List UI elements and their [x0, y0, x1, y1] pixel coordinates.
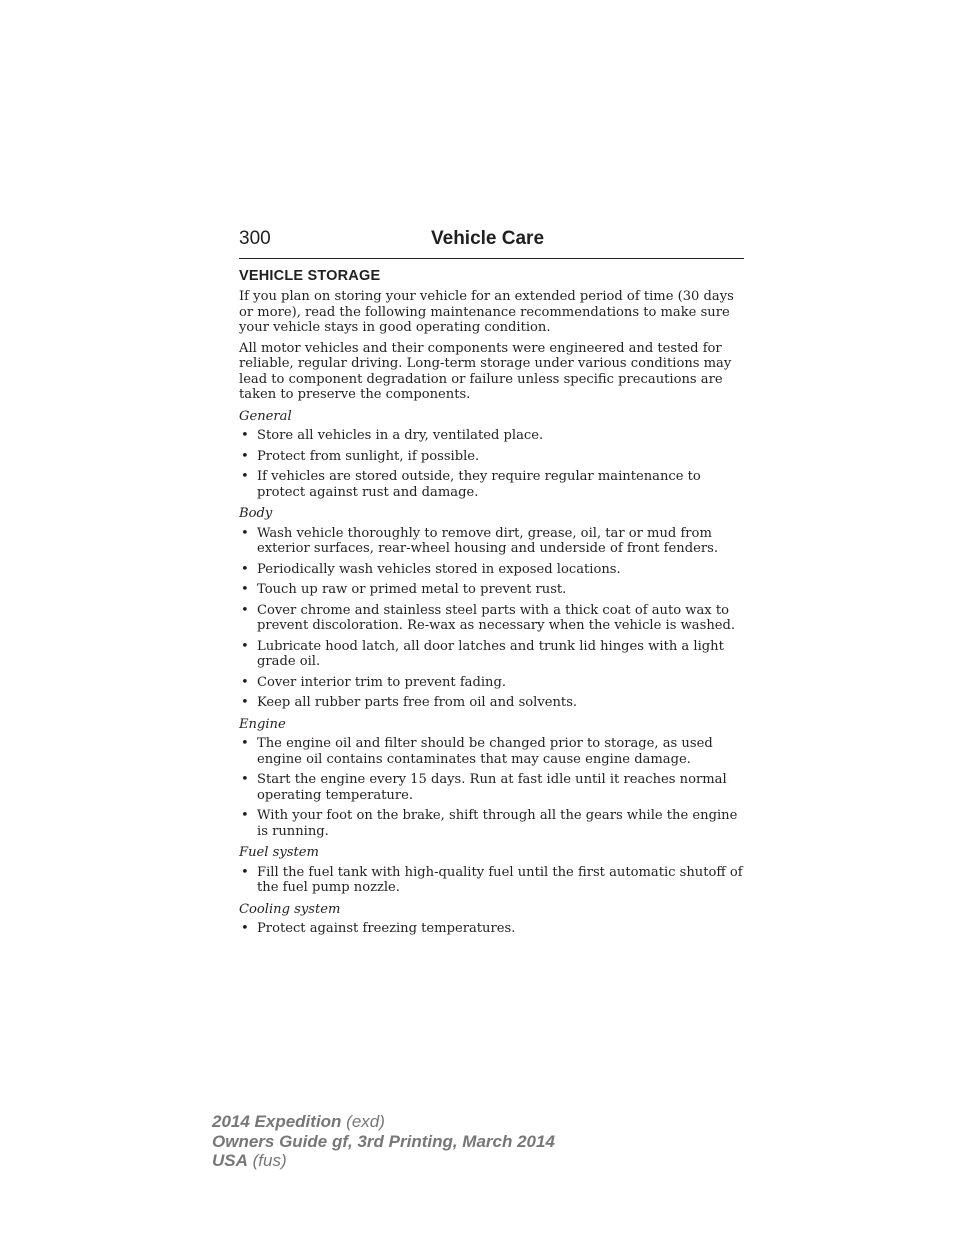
subheading-cooling-system: Cooling system	[239, 901, 341, 917]
footer-line-model	[212, 1112, 555, 1132]
list-item: • Store all vehicles in a dry, ventilated place.	[239, 428, 744, 444]
list-item: • Cover interior trim to prevent fading.	[239, 675, 744, 691]
list-item: • Wash vehicle thoroughly to remove dirt, grease, oil, tar or mud from exterior surfaces, rear-wheel housing and underside of front fenders.	[239, 526, 744, 557]
subheading-body: Body	[239, 506, 273, 521]
footer-line-market	[212, 1151, 555, 1171]
intro-paragraph-1: If you plan on storing your vehicle for an extended period of time (30 days or more), read the following maintenance recommendations to make sure your vehicle stays in good operating condition.	[239, 289, 734, 335]
list-item: • Keep all rubber parts free from oil and solvents.	[239, 695, 744, 711]
page-header	[239, 228, 744, 259]
list-item: • Start the engine every 15 days. Run at fast idle until it reaches normal operating temperature.	[239, 772, 744, 803]
subheading-fuel-system: Fuel system	[239, 845, 319, 860]
list-item: • Protect from sunlight, if possible.	[239, 449, 744, 465]
list-item: • Periodically wash vehicles stored in exposed locations.	[239, 562, 744, 578]
list-item: • With your foot on the brake, shift through all the gears while the engine is running.	[239, 808, 744, 839]
footer-model-code: (exd)	[346, 1112, 385, 1131]
list-body	[239, 526, 744, 711]
list-item: • Cover chrome and stainless steel parts with a thick coat of auto wax to prevent discoloration. Re-wax as necessary when the vehicle is washed.	[239, 603, 744, 634]
section-body	[239, 289, 744, 937]
page-number: 300	[239, 228, 271, 249]
list-general	[239, 428, 744, 500]
list-item: • Fill the fuel tank with high-quality fuel until the first automatic shutoff of the fuel pump nozzle.	[239, 865, 744, 896]
footer-line-guide	[212, 1132, 555, 1152]
list-fuel-system	[239, 865, 744, 896]
list-item: • Protect against freezing temperatures.	[239, 921, 744, 937]
list-cooling-system	[239, 921, 744, 937]
list-item: • The engine oil and filter should be changed prior to storage, as used engine oil contains contaminates that may cause engine damage.	[239, 736, 744, 767]
list-item: • If vehicles are stored outside, they require regular maintenance to protect against rust and damage.	[239, 469, 744, 500]
footer-market: USA	[212, 1151, 248, 1170]
footer-market-code: (fus)	[252, 1151, 287, 1170]
footer-guide: Owners Guide gf, 3rd Printing, March 2014	[212, 1131, 555, 1151]
chapter-title: Vehicle Care	[431, 228, 545, 249]
subheading-general: General	[239, 408, 292, 424]
section-title: VEHICLE STORAGE	[239, 268, 381, 284]
intro-paragraph-2: All motor vehicles and their components were engineered and tested for reliable, regular driving. Long-term storage under various conditions may lead to component degradation or failure unless specific precautions are taken to preserve the components.	[239, 340, 732, 402]
footer-model: 2014 Expedition	[212, 1112, 342, 1131]
page-content	[239, 228, 744, 942]
page-footer	[212, 1112, 555, 1171]
list-item: • Lubricate hood latch, all door latches and trunk lid hinges with a light grade oil.	[239, 639, 744, 670]
subheading-engine: Engine	[239, 716, 286, 732]
list-engine	[239, 736, 744, 839]
list-item: • Touch up raw or primed metal to prevent rust.	[239, 582, 744, 598]
